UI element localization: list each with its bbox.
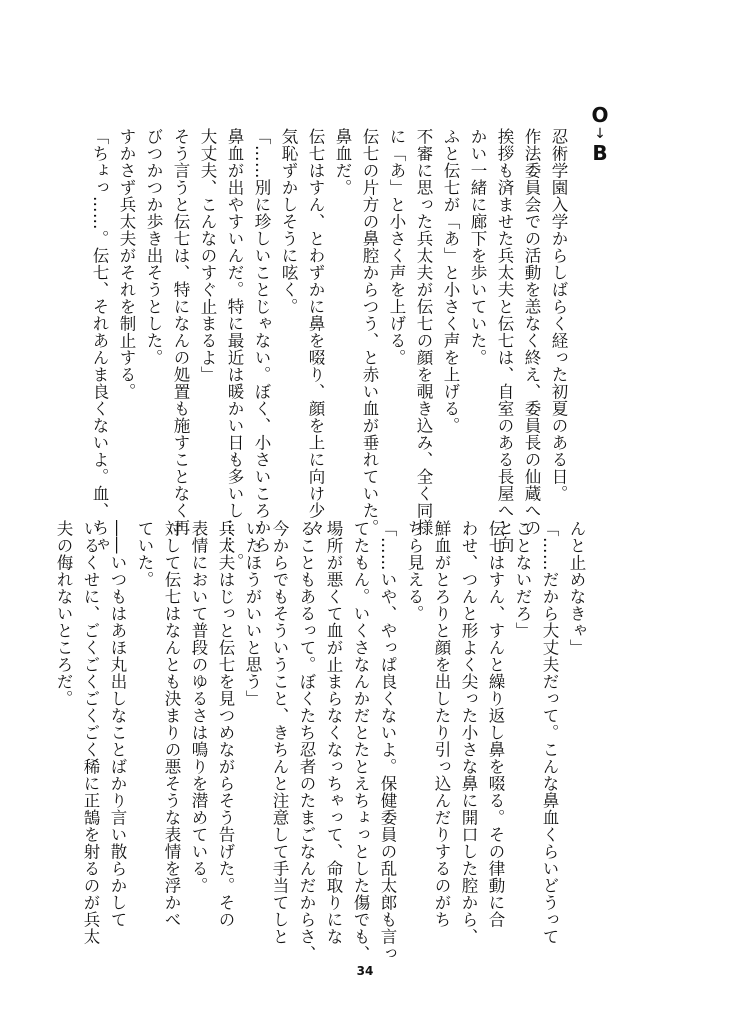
text-line: ことないだろ」: [513, 520, 532, 639]
text-line: 表情において普段のゆるさは鳴りを潜めている。: [189, 520, 208, 894]
text-line: ――いつもはあほ丸出しなことばかり言い散らかして: [108, 520, 127, 928]
text-line: 気恥ずかしそうに呟く。: [279, 128, 298, 315]
text-line: てたもん。いくさなんかだとたとえちょっとした傷でも、: [351, 520, 370, 962]
heading-from: O: [591, 103, 609, 127]
text-line: 作法委員会での活動を恙なく終え、委員長の仙蔵への: [522, 128, 541, 536]
text-line: いるくせに、ごくごくごくごく稀に正鵠を射るのが兵太: [81, 520, 100, 945]
page-number: 34: [356, 964, 374, 978]
text-line: 兵太夫はじっと伝七を見つめながらそう告げた。その: [216, 520, 235, 928]
text-line: 対して伝七はなんとも決まりの悪そうな表情を浮かべ: [162, 520, 181, 928]
text-line: 夫の侮れないところだ。: [54, 520, 73, 707]
text-line: かい一緒に廊下を歩いていた。: [468, 128, 487, 366]
text-line: に「あ」と小さく声を上げる。: [387, 128, 406, 366]
heading-arrow: ↓: [594, 126, 606, 142]
heading-to: B: [592, 141, 608, 165]
text-line: びつかつか歩き出そうとした。: [144, 128, 163, 366]
text-line: 伝七はすん、すんと繰り返し鼻を啜る。その律動に合: [486, 520, 505, 928]
text-line: ふと伝七が「あ」と小さく声を上げる。: [441, 128, 460, 434]
text-line: すかさず兵太夫がそれを制止する。: [117, 128, 136, 400]
text-line: 大丈夫、こんなのすぐ止まるよ」: [198, 128, 217, 383]
bottom-text-block: [54, 520, 590, 962]
text-line: 忍術学園入学からしばらく経った初夏のある日。: [549, 128, 568, 502]
text-line: 「……いや、やっぱ良くないよ。保健委員の乱太郎も言っ: [378, 520, 397, 962]
text-line: 挨拶も済ませた兵太夫と伝七は、自室のある長屋へと向: [495, 128, 514, 553]
text-line: 伝七の片方の鼻腔からつう、と赤い血が垂れていた。: [360, 128, 379, 536]
text-line: 鼻血が出やすいんだ。特に最近は暖かい日も多いし……。: [225, 128, 244, 570]
text-line: 不審に思った兵太夫が伝七の顔を覗き込み、全く同様: [414, 128, 433, 536]
text-line: わせ、つんと形よく尖った小さな鼻に開口した腔から、: [459, 520, 478, 945]
text-line: 鼻血だ。: [333, 128, 352, 196]
text-line: ることもあるって。ぼくたち忍者のたまごなんだからさ、: [297, 520, 316, 962]
text-line: ていた。: [135, 520, 154, 588]
text-line: 「……だから大丈夫だって。こんな鼻血くらいどうって: [540, 520, 559, 945]
text-line: いたほうがいいと思う」: [243, 520, 262, 707]
text-line: ちら見える。: [405, 520, 424, 622]
text-line: 「……別に珍しいことじゃない。ぼく、小さいころから: [252, 128, 271, 553]
text-line: 場所が悪くて血が止まらなくなっちゃって、命取りにな: [324, 520, 343, 945]
top-text-block: [90, 128, 572, 570]
text-line: 今からでもそういうこと、きちんと注意して手当てしと: [270, 520, 289, 945]
text-line: 鮮血がとろりと顔を出したり引っ込んだりするのがち: [432, 520, 451, 928]
text-line: んと止めなきゃ」: [567, 520, 586, 656]
text-line: 伝七はすん、とわずかに鼻を啜り、顔を上に向け少々: [306, 128, 325, 536]
text-line: そう言うと伝七は、特になんの処置も施すことなく再: [171, 128, 190, 536]
section-heading: [588, 104, 612, 164]
text-line: 「ちょっ……。伝七、それあんま良くないよ。血、ちゃ: [90, 128, 109, 553]
